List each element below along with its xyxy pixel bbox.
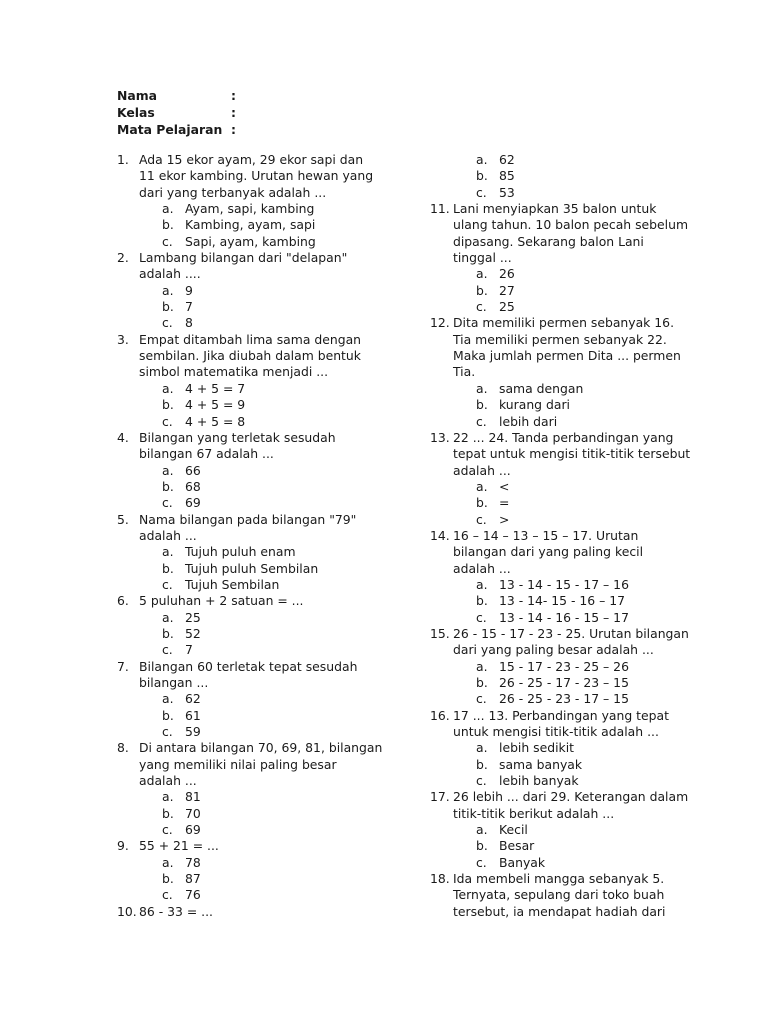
option-letter: a. <box>476 380 488 396</box>
question-line <box>117 430 367 446</box>
question-text: dipasang. Sekarang balon Lani <box>453 233 644 249</box>
nama-row <box>117 88 317 105</box>
question-number: 2. <box>117 250 129 266</box>
question-line <box>430 708 680 724</box>
answer-option <box>117 855 367 871</box>
question-continuation <box>430 561 680 577</box>
answer-option <box>430 757 680 773</box>
answer-option <box>430 266 680 282</box>
question-text: Ternyata, sepulang dari toko buah <box>453 887 665 903</box>
question-text: dari yang paling besar adalah ... <box>453 642 654 658</box>
answer-option <box>117 381 367 397</box>
answer-option <box>430 740 680 756</box>
option-text: 52 <box>185 625 201 641</box>
question-number: 13. <box>430 429 450 445</box>
option-text: Besar <box>499 838 535 854</box>
question-number: 7. <box>117 658 129 674</box>
option-text: 7 <box>185 642 193 658</box>
option-letter: a. <box>476 740 488 756</box>
question-number: 6. <box>117 593 129 609</box>
option-letter: b. <box>476 168 488 184</box>
question-number: 14. <box>430 527 450 543</box>
option-letter: c. <box>162 887 173 903</box>
question-text: Bilangan yang terletak sesudah <box>139 429 336 445</box>
option-letter: c. <box>476 609 487 625</box>
option-text: 4 + 5 = 9 <box>185 397 246 413</box>
question-text: sembilan. Jika diubah dalam bentuk <box>139 348 361 364</box>
answer-option <box>117 708 367 724</box>
question-line <box>117 250 367 266</box>
question-continuation <box>117 266 367 282</box>
question-text: 11 ekor kambing. Urutan hewan yang <box>139 168 374 184</box>
option-text: Ayam, sapi, kambing <box>185 201 315 217</box>
option-letter: b. <box>476 675 488 690</box>
option-text: 68 <box>185 478 201 494</box>
student-header <box>117 88 317 138</box>
answer-option <box>430 593 680 609</box>
answer-option <box>430 185 680 201</box>
answer-option <box>117 887 367 903</box>
option-letter: c. <box>476 773 487 789</box>
option-letter: b. <box>476 838 488 854</box>
option-letter: a. <box>162 609 174 625</box>
option-text: Sapi, ayam, kambing <box>185 233 316 249</box>
answer-option <box>430 838 680 854</box>
answer-option <box>117 577 367 593</box>
question-text: adalah ... <box>139 527 197 543</box>
option-text: 85 <box>499 168 515 184</box>
question-text: Tia. <box>453 364 476 380</box>
question-text: dari yang terbanyak adalah ... <box>139 184 327 200</box>
option-letter: a. <box>476 152 488 167</box>
question-continuation <box>430 348 680 364</box>
option-text: Tujuh puluh enam <box>185 544 296 560</box>
answer-option <box>117 724 367 740</box>
question-text: Ida membeli mangga sebanyak 5. <box>453 871 665 887</box>
question-number: 9. <box>117 838 129 854</box>
question-line <box>117 904 367 920</box>
option-text: 26 - 25 - 23 - 17 – 15 <box>499 691 629 707</box>
option-text: 70 <box>185 805 201 821</box>
option-letter: b. <box>162 397 174 413</box>
option-letter: c. <box>476 413 487 429</box>
answer-option <box>430 691 680 707</box>
nama-label: Nama <box>117 88 158 103</box>
answer-option <box>117 414 367 430</box>
question-number: 12. <box>430 315 450 331</box>
option-letter: b. <box>162 478 174 494</box>
option-letter: c. <box>162 495 173 511</box>
question-continuation <box>430 217 689 233</box>
answer-option <box>430 822 680 838</box>
question-continuation <box>430 904 680 920</box>
option-letter: a. <box>476 478 488 494</box>
question-line <box>430 871 680 887</box>
option-text: 53 <box>499 184 515 200</box>
question-text: tinggal ... <box>453 250 512 266</box>
question-text: simbol matematika menjadi ... <box>139 364 329 380</box>
question-text: Maka jumlah permen Dita ... permen <box>453 348 681 364</box>
answer-option <box>117 626 367 642</box>
option-text: 25 <box>185 609 201 625</box>
option-letter: b. <box>476 593 488 609</box>
answer-option <box>117 463 367 479</box>
question-line <box>430 789 689 805</box>
question-continuation <box>430 446 691 462</box>
question-number: 8. <box>117 740 129 756</box>
option-text: 13 - 14 - 15 - 17 – 16 <box>499 576 629 592</box>
question-line <box>117 512 367 528</box>
question-text: Tia memiliki permen sebanyak 22. <box>453 331 667 347</box>
question-text: 55 + 21 = ... <box>139 838 219 854</box>
option-letter: b. <box>162 299 174 315</box>
option-letter: b. <box>476 495 488 511</box>
option-letter: a. <box>162 282 174 298</box>
question-number: 3. <box>117 331 129 347</box>
option-text: Banyak <box>499 854 546 870</box>
question-line <box>430 201 680 217</box>
question-text: Di antara bilangan 70, 69, 81, bilangan <box>139 740 383 756</box>
question-text: adalah .... <box>139 266 201 282</box>
option-letter: c. <box>162 642 173 658</box>
option-text: 8 <box>185 315 193 331</box>
option-letter: c. <box>476 184 487 200</box>
option-text: 27 <box>499 282 515 298</box>
left-question-column <box>117 152 383 920</box>
question-text: tersebut, ia mendapat hadiah dari <box>453 903 666 919</box>
option-text: Tujuh Sembilan <box>185 576 280 592</box>
option-text: sama dengan <box>499 380 584 396</box>
question-continuation <box>117 528 367 544</box>
question-continuation <box>117 348 367 364</box>
answer-option <box>430 397 680 413</box>
answer-option <box>117 610 367 626</box>
answer-option <box>117 561 367 577</box>
answer-option <box>430 495 680 511</box>
question-line <box>430 430 680 446</box>
option-text: 61 <box>185 707 201 723</box>
answer-option <box>430 152 680 168</box>
question-continuation <box>430 806 680 822</box>
question-text: ulang tahun. 10 balon pecah sebelum <box>453 217 689 233</box>
nama-colon: : <box>231 88 236 103</box>
kelas-row <box>117 105 317 122</box>
option-text: 4 + 5 = 8 <box>185 413 246 429</box>
option-letter: b. <box>162 625 174 641</box>
option-letter: b. <box>476 282 488 298</box>
answer-option <box>117 544 367 560</box>
option-text: > <box>499 511 510 527</box>
question-continuation <box>430 724 680 740</box>
option-letter: b. <box>162 805 174 821</box>
answer-option <box>430 283 680 299</box>
mapel-label: Mata Pelajaran <box>117 121 223 137</box>
question-number: 15. <box>430 625 450 641</box>
question-text: Lambang bilangan dari "delapan" <box>139 250 348 266</box>
question-text: bilangan dari yang paling kecil <box>453 544 644 560</box>
option-text: 13 - 14 - 16 - 15 – 17 <box>499 609 629 625</box>
answer-option <box>430 773 680 789</box>
option-letter: c. <box>476 511 487 527</box>
question-continuation <box>430 364 680 380</box>
question-continuation <box>117 446 367 462</box>
question-text: adalah ... <box>453 462 511 478</box>
answer-option <box>117 822 367 838</box>
question-continuation <box>430 234 680 250</box>
option-letter: a. <box>162 789 174 805</box>
option-letter: c. <box>476 691 487 707</box>
option-letter: a. <box>162 544 174 560</box>
option-letter: a. <box>476 658 488 674</box>
answer-option <box>117 397 367 413</box>
option-letter: c. <box>162 233 173 249</box>
option-letter: b. <box>162 707 174 723</box>
question-text: bilangan 67 adalah ... <box>139 446 274 462</box>
option-letter: a. <box>162 380 174 396</box>
answer-option <box>117 871 367 887</box>
question-text: 26 lebih ... dari 29. Keterangan dalam <box>453 789 689 805</box>
option-letter: a. <box>476 822 488 838</box>
answer-option <box>430 512 680 528</box>
option-text: Tujuh puluh Sembilan <box>185 560 319 576</box>
answer-option <box>430 299 680 315</box>
option-letter: a. <box>162 854 174 870</box>
answer-option <box>117 642 367 658</box>
answer-option <box>430 610 680 626</box>
option-text: 59 <box>185 724 201 740</box>
answer-option <box>117 283 367 299</box>
option-text: 4 + 5 = 7 <box>185 380 246 396</box>
option-letter: a. <box>162 201 174 217</box>
option-text: 26 <box>499 266 515 282</box>
answer-option <box>117 806 367 822</box>
question-line <box>117 332 367 348</box>
question-text: 26 - 15 - 17 - 23 - 25. Urutan bilangan <box>453 625 689 641</box>
answer-option <box>430 168 680 184</box>
question-continuation <box>117 757 367 773</box>
option-letter: b. <box>476 397 488 413</box>
answer-option <box>430 381 680 397</box>
question-line <box>117 838 367 854</box>
question-text: yang memiliki nilai paling besar <box>139 756 337 772</box>
option-letter: c. <box>476 854 487 870</box>
option-text: lebih sedikit <box>499 740 575 756</box>
question-text: 22 ... 24. Tanda perbandingan yang <box>453 429 674 445</box>
question-text: adalah ... <box>453 560 511 576</box>
question-number: 10. <box>117 903 137 919</box>
question-text: Dita memiliki permen sebanyak 16. <box>453 315 675 331</box>
option-letter: a. <box>162 462 174 478</box>
question-number: 11. <box>430 201 450 217</box>
question-text: bilangan ... <box>139 675 209 690</box>
option-letter: c. <box>162 724 173 740</box>
question-continuation <box>430 544 680 560</box>
mapel-colon: : <box>231 121 236 137</box>
question-text: adalah ... <box>139 773 197 789</box>
answer-option <box>117 201 367 217</box>
option-text: 87 <box>185 871 201 887</box>
answer-option <box>117 789 367 805</box>
question-line <box>430 625 689 642</box>
option-text: 25 <box>499 299 515 315</box>
option-letter: b. <box>476 756 488 772</box>
question-continuation <box>117 168 374 184</box>
question-text: Bilangan 60 terletak tepat sesudah <box>139 658 358 674</box>
option-letter: b. <box>162 217 174 233</box>
question-text: 17 ... 13. Perbandingan yang tepat <box>453 707 669 723</box>
question-text: 16 – 14 – 13 – 15 – 17. Urutan <box>453 527 639 543</box>
kelas-colon: : <box>231 104 236 120</box>
question-number: 16. <box>430 707 450 723</box>
option-text: 15 - 17 - 23 - 25 – 26 <box>499 658 629 674</box>
option-text: Kambing, ayam, sapi <box>185 217 316 233</box>
kelas-label: Kelas <box>117 104 155 120</box>
option-text: 62 <box>185 691 201 707</box>
question-number: 4. <box>117 429 129 445</box>
question-text: Nama bilangan pada bilangan "79" <box>139 511 357 527</box>
question-continuation <box>117 364 367 380</box>
option-letter: c. <box>162 413 173 429</box>
question-continuation <box>117 185 367 201</box>
option-text: 78 <box>185 854 201 870</box>
question-continuation <box>430 463 680 479</box>
option-text: = <box>499 495 510 511</box>
option-text: 69 <box>185 495 201 511</box>
question-text: 86 - 33 = ... <box>139 903 213 919</box>
question-continuation <box>430 642 680 658</box>
option-letter: a. <box>162 691 174 707</box>
right-question-column <box>430 152 691 920</box>
option-letter: b. <box>162 871 174 887</box>
option-text: 62 <box>499 152 515 167</box>
option-text: 26 - 25 - 17 - 23 – 15 <box>499 675 629 690</box>
answer-option <box>117 217 367 233</box>
option-letter: c. <box>162 576 173 592</box>
answer-option <box>430 577 680 593</box>
option-text: kurang dari <box>499 397 570 413</box>
question-line <box>117 152 367 168</box>
question-continuation <box>430 887 680 903</box>
question-continuation <box>430 332 680 348</box>
question-line <box>117 593 367 609</box>
question-line <box>430 315 680 331</box>
option-letter: a. <box>476 576 488 592</box>
option-text: Kecil <box>499 822 528 838</box>
answer-option <box>117 315 367 331</box>
answer-option <box>117 495 367 511</box>
option-letter: c. <box>162 315 173 331</box>
question-number: 17. <box>430 789 450 805</box>
question-text: Lani menyiapkan 35 balon untuk <box>453 201 657 217</box>
option-letter: c. <box>162 822 173 838</box>
question-text: Empat ditambah lima sama dengan <box>139 331 362 347</box>
question-line <box>117 659 367 675</box>
question-text: titik-titik berikut adalah ... <box>453 805 615 821</box>
question-continuation <box>117 675 367 691</box>
question-line <box>430 528 680 544</box>
answer-option <box>117 299 367 315</box>
option-text: 9 <box>185 282 193 298</box>
mapel-row <box>117 122 317 139</box>
answer-option <box>430 414 680 430</box>
option-text: < <box>499 478 510 494</box>
answer-option <box>117 479 367 495</box>
option-letter: c. <box>476 299 487 315</box>
question-line <box>117 740 383 756</box>
answer-option <box>430 479 680 495</box>
option-text: sama banyak <box>499 756 583 772</box>
answer-option <box>117 691 367 707</box>
option-text: 66 <box>185 462 201 478</box>
option-letter: a. <box>476 266 488 282</box>
question-continuation <box>430 250 680 266</box>
question-number: 5. <box>117 511 129 527</box>
question-text: Ada 15 ekor ayam, 29 ekor sapi dan <box>139 152 364 167</box>
option-text: lebih dari <box>499 413 558 429</box>
option-text: lebih banyak <box>499 773 579 789</box>
question-text: untuk mengisi titik-titik adalah ... <box>453 724 659 740</box>
question-number: 18. <box>430 871 450 887</box>
option-text: 76 <box>185 887 201 903</box>
question-text: 5 puluhan + 2 satuan = ... <box>139 593 304 609</box>
answer-option <box>430 659 680 675</box>
answer-option <box>117 234 367 250</box>
question-text: tepat untuk mengisi titik-titik tersebut <box>453 446 691 462</box>
option-text: 7 <box>185 299 193 315</box>
answer-option <box>430 675 680 691</box>
option-letter: b. <box>162 560 174 576</box>
question-continuation <box>117 773 367 789</box>
answer-option <box>430 855 680 871</box>
option-text: 81 <box>185 789 201 805</box>
option-text: 69 <box>185 822 201 838</box>
question-number: 1. <box>117 152 129 167</box>
option-text: 13 - 14- 15 - 16 – 17 <box>499 593 626 609</box>
